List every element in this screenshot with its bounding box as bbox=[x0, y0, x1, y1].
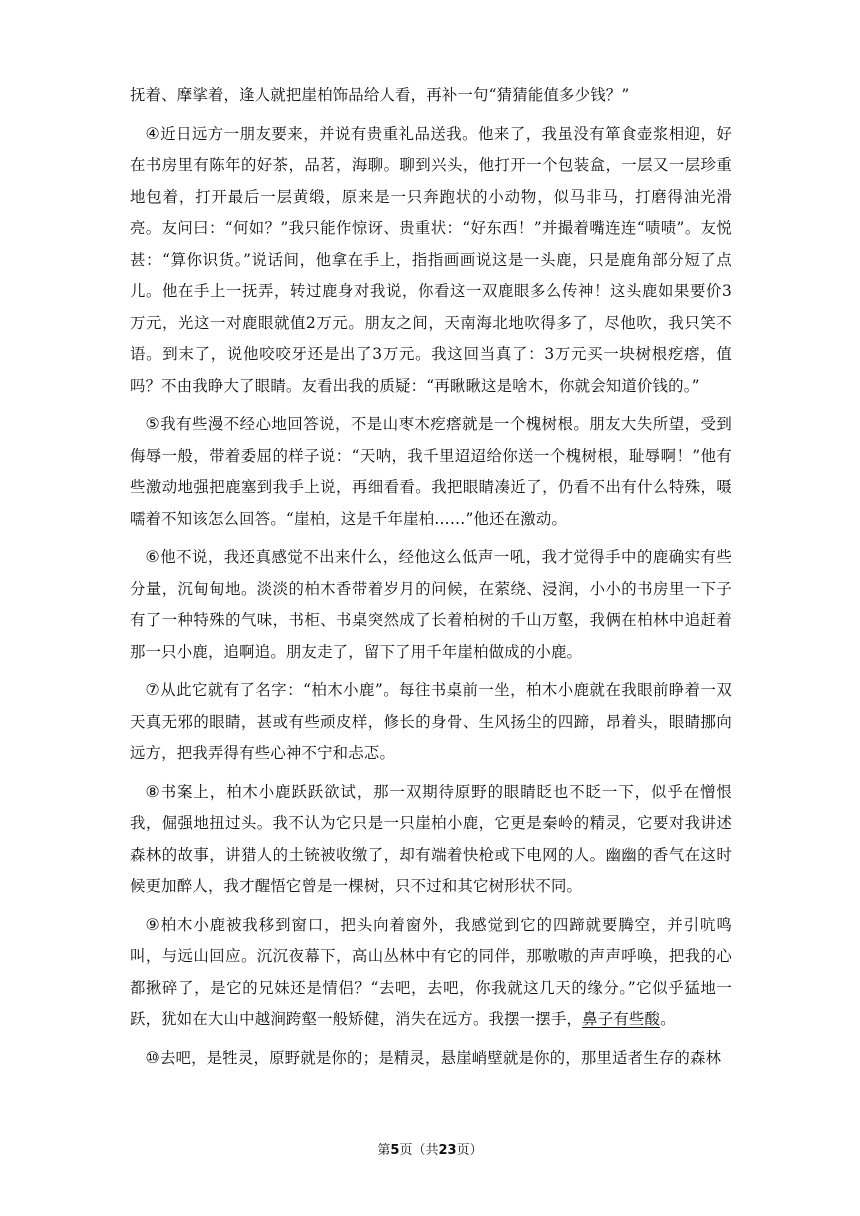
footer-suffix: 页） bbox=[456, 1143, 483, 1158]
paragraph-text: 书案上，柏木小鹿跃跃欲试，那一双期待原野的眼睛眨也不眨一下，似乎在憎恨我，倔强地扭过头。我不认为它只是一只崖柏小鹿，它更是秦岭的精灵，它要对我讲述森林的故事，讲猎人的土铳被收缴了，却有端着快枪或下电网的人。幽幽的香气在这时候更加醉人，我才醒悟它曾是一棵树，只不过和其它树形状不同。 bbox=[130, 782, 732, 895]
paragraph-8 bbox=[130, 776, 732, 903]
paragraph-number: ④ bbox=[145, 123, 161, 143]
paragraph-tail: 。 bbox=[660, 1010, 676, 1028]
underlined-phrase: 鼻子有些酸 bbox=[582, 1010, 661, 1028]
footer-middle: 页（共 bbox=[399, 1143, 439, 1158]
paragraph-6 bbox=[130, 541, 732, 668]
paragraph-number: ⑩ bbox=[145, 1047, 160, 1067]
paragraph-text: 柏木小鹿被我移到窗口，把头向着窗外，我感觉到它的四蹄就要腾空，并引吭鸣叫，与远山回应。沉沉夜幕下，高山丛林中有它的同伴，那嗷嗷的声声呼唤，把我的心都揪碎了，是它的兄妹还是情侣？“去吧，去吧，你我就这几天的缘分。”它似乎猛地一跃，犹如在大山中越涧跨壑一般矫健，消失在远方。我摆一摆手， bbox=[130, 915, 732, 1028]
paragraph-text: 去吧，是牲灵，原野就是你的；是精灵，悬崖峭壁就是你的，那里适者生存的森林 bbox=[159, 1048, 722, 1067]
paragraph-7 bbox=[130, 674, 732, 770]
paragraph-number: ⑤ bbox=[145, 414, 161, 433]
paragraph-4 bbox=[130, 118, 732, 403]
footer-prefix: 第 bbox=[377, 1143, 391, 1158]
paragraph-text: 抚着、摩挲着，逢人就把崖柏饰品给人看，再补一句“猜猜能值多少钱？” bbox=[130, 86, 630, 104]
paragraph-9 bbox=[130, 909, 732, 1036]
paragraph-10 bbox=[130, 1042, 732, 1075]
paragraph-number: ⑥ bbox=[145, 547, 161, 566]
footer-page-number: 5 bbox=[390, 1143, 400, 1158]
paragraph-text: 他不说，我还真感觉不出来什么，经他这么低声一吼，我才觉得手中的鹿确实有些分量，沉甸甸地。淡淡的柏木香带着岁月的问候，在萦绕、浸润，小小的书房里一下子有了一种特殊的气味，书柜、书桌突然成了长着柏树的千山万壑，我俩在柏林中追赶着那一只小鹿，追啊追。朋友走了，留下了用千年崖柏做成的小鹿。 bbox=[130, 548, 732, 661]
paragraph-text: 从此它就有了名字：“柏木小鹿”。每往书桌前一坐，柏木小鹿就在我眼前睁着一双天真无邪的眼睛，甚或有些顽皮样，修长的身骨、生风扬尘的四蹄，昂着头，眼睛挪向远方，把我弄得有些心神不宁和忐忑。 bbox=[130, 681, 733, 762]
footer-total-pages: 23 bbox=[438, 1143, 457, 1158]
paragraph-text: 我有些漫不经心地回答说，不是山枣木疙瘩就是一个槐树根。朋友大失所望，受到侮辱一般，带着委屈的样子说：“天呐，我千里迢迢给你送一个槐树根，耻辱啊！”他有些激动地强把鹿塞到我手上说，再细看看。我把眼睛凑近了，仍看不出有什么特殊，嗫嚅着不知该怎么回答。“崖柏，这是千年崖柏……”他还在激动。 bbox=[130, 415, 732, 528]
paragraph-text: 近日远方一朋友要来，并说有贵重礼品送我。他来了，我虽没有箪食壶浆相迎，好在书房里有陈年的好茶，品茗，海聊。聊到兴头，他打开一个包装盒，一层又一层珍重地包着，打开最后一层黄缎，原来是一只奔跑状的小动物，似马非马，打磨得油光滑亮。友问曰：“何如？”我只能作惊讶、贵重状：“好东西！”并撮着嘴连连“啧啧”。友悦甚：“算你识货。”说话间，他拿在手上，指指画画说这是一头鹿，只是鹿角部分短了点儿。他在手上一抚弄，转过鹿身对我说，你看这一双鹿眼多么传神！这头鹿如果要价3万元，光这一对鹿眼就值2万元。朋友之间，天南海北地吹得多了，尽他吹，我只笑不语。到末了，说他咬咬牙还是出了3万元。我这回当真了：3万元买一块树根疙瘩，值吗？不由我睁大了眼睛。友看出我的质疑：“再瞅瞅这是啥木，你就会知道价钱的。” bbox=[130, 124, 732, 395]
paragraph-continued bbox=[130, 80, 732, 112]
paragraph-number: ⑦ bbox=[145, 680, 161, 699]
page-footer bbox=[0, 1141, 860, 1161]
document-body bbox=[130, 80, 732, 1080]
paragraph-number: ⑧ bbox=[145, 781, 161, 801]
paragraph-5 bbox=[130, 408, 732, 535]
paragraph-number: ⑨ bbox=[145, 914, 161, 934]
